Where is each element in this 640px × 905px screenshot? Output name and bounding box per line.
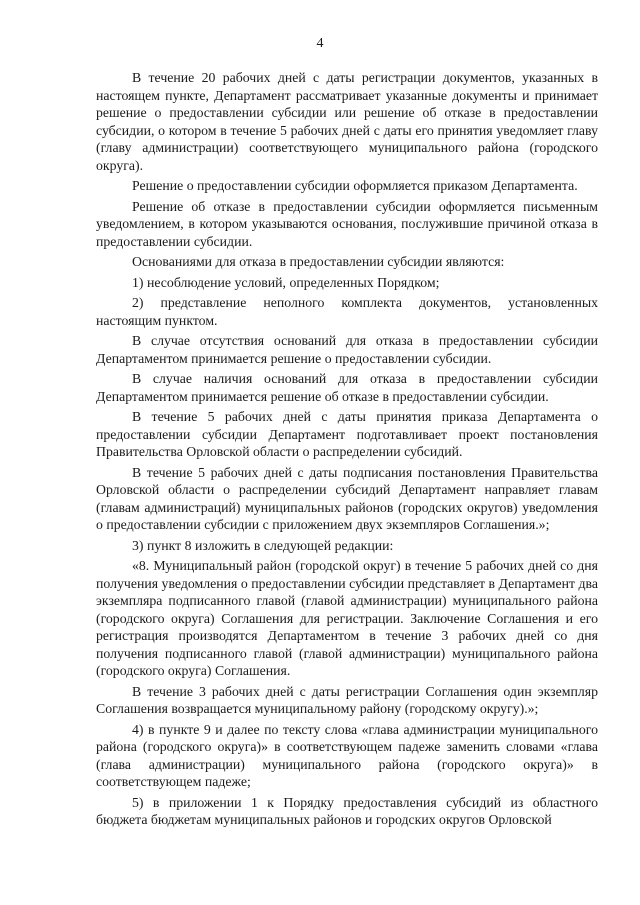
list-item: 4) в пункте 9 и далее по тексту слова «глава администрации муниципального района (городского округа)» в соответствующем падеже заменить словами «глава (глава администрации) муниципального района (городского округа)» в соответствующем падеже; [96,721,598,789]
paragraph: «8. Муниципальный район (городской округ) в течение 5 рабочих дней со дня получения уведомления о предоставлении субсидии представляет в Департамент два экземпляра подписанного главой (главой администрации) муниципального района (городского округа) Соглашения для регистрации. Заключение Соглашения и его регистрация производятся Департаментом в течение 3 рабочих дней со дня получения подписанного главой (главой администрации) муниципального района (городского округа) Соглашения. [96,558,598,678]
paragraph: Основаниями для отказа в предоставлении субсидии являются: [132,254,505,269]
list-item: 5) в приложении 1 к Порядку предоставления субсидий из областного бюджета бюджетам муниципальных районов и городских округов Орловской [96,794,598,827]
paragraph: В течение 5 рабочих дней с даты подписания постановления Правительства Орловской области о распределении субсидий Департамент направляет главам (главам администраций) муниципальных районов (городских округов) уведомления о предоставлении субсидии с приложением двух экземпляров Соглашения.»; [96,464,598,532]
paragraph: В случае наличия оснований для отказа в предоставлении субсидии Департаментом принимается решение об отказе в предоставлении субсидии. [96,371,598,404]
document-body [96,69,598,829]
paragraph: Решение об отказе в предоставлении субсидии оформляется письменным уведомлением, в котором указываются основания, послужившие причиной отказа в предоставлении субсидии. [96,198,598,249]
paragraph: Решение о предоставлении субсидии оформляется приказом Департамента. [132,178,578,193]
page-number: 4 [316,36,324,51]
paragraph: В течение 20 рабочих дней с даты регистрации документов, указанных в настоящем пункте, Департамент рассматривает указанные документы и принимает решение о предоставлении субсидии или решение об отказе в предоставлении субсидии, о котором в течение 5 рабочих дней с даты его принятия уведомляет главу (главу администрации) соответствующего муниципального района (городского округа). [96,70,598,173]
paragraph: В течение 5 рабочих дней с даты принятия приказа Департамента о предоставлении субсидии Департамент подготавливает проект постановления Правительства Орловской области о распределении субсидий. [96,409,598,459]
paragraph: В случае отсутствия оснований для отказа в предоставлении субсидии Департаментом принимается решение о предоставлении субсидии. [96,333,598,366]
list-item: 1) несоблюдение условий, определенных Порядком; [132,274,440,290]
list-item: 2) представление неполного комплекта документов, установленных настоящим пунктом. [96,295,598,328]
paragraph: В течение 3 рабочих дней с даты регистрации Соглашения один экземпляр Соглашения возвращается муниципальному району (городскому округу).»; [96,683,598,716]
list-item: 3) пункт 8 изложить в следующей редакции: [132,537,394,553]
